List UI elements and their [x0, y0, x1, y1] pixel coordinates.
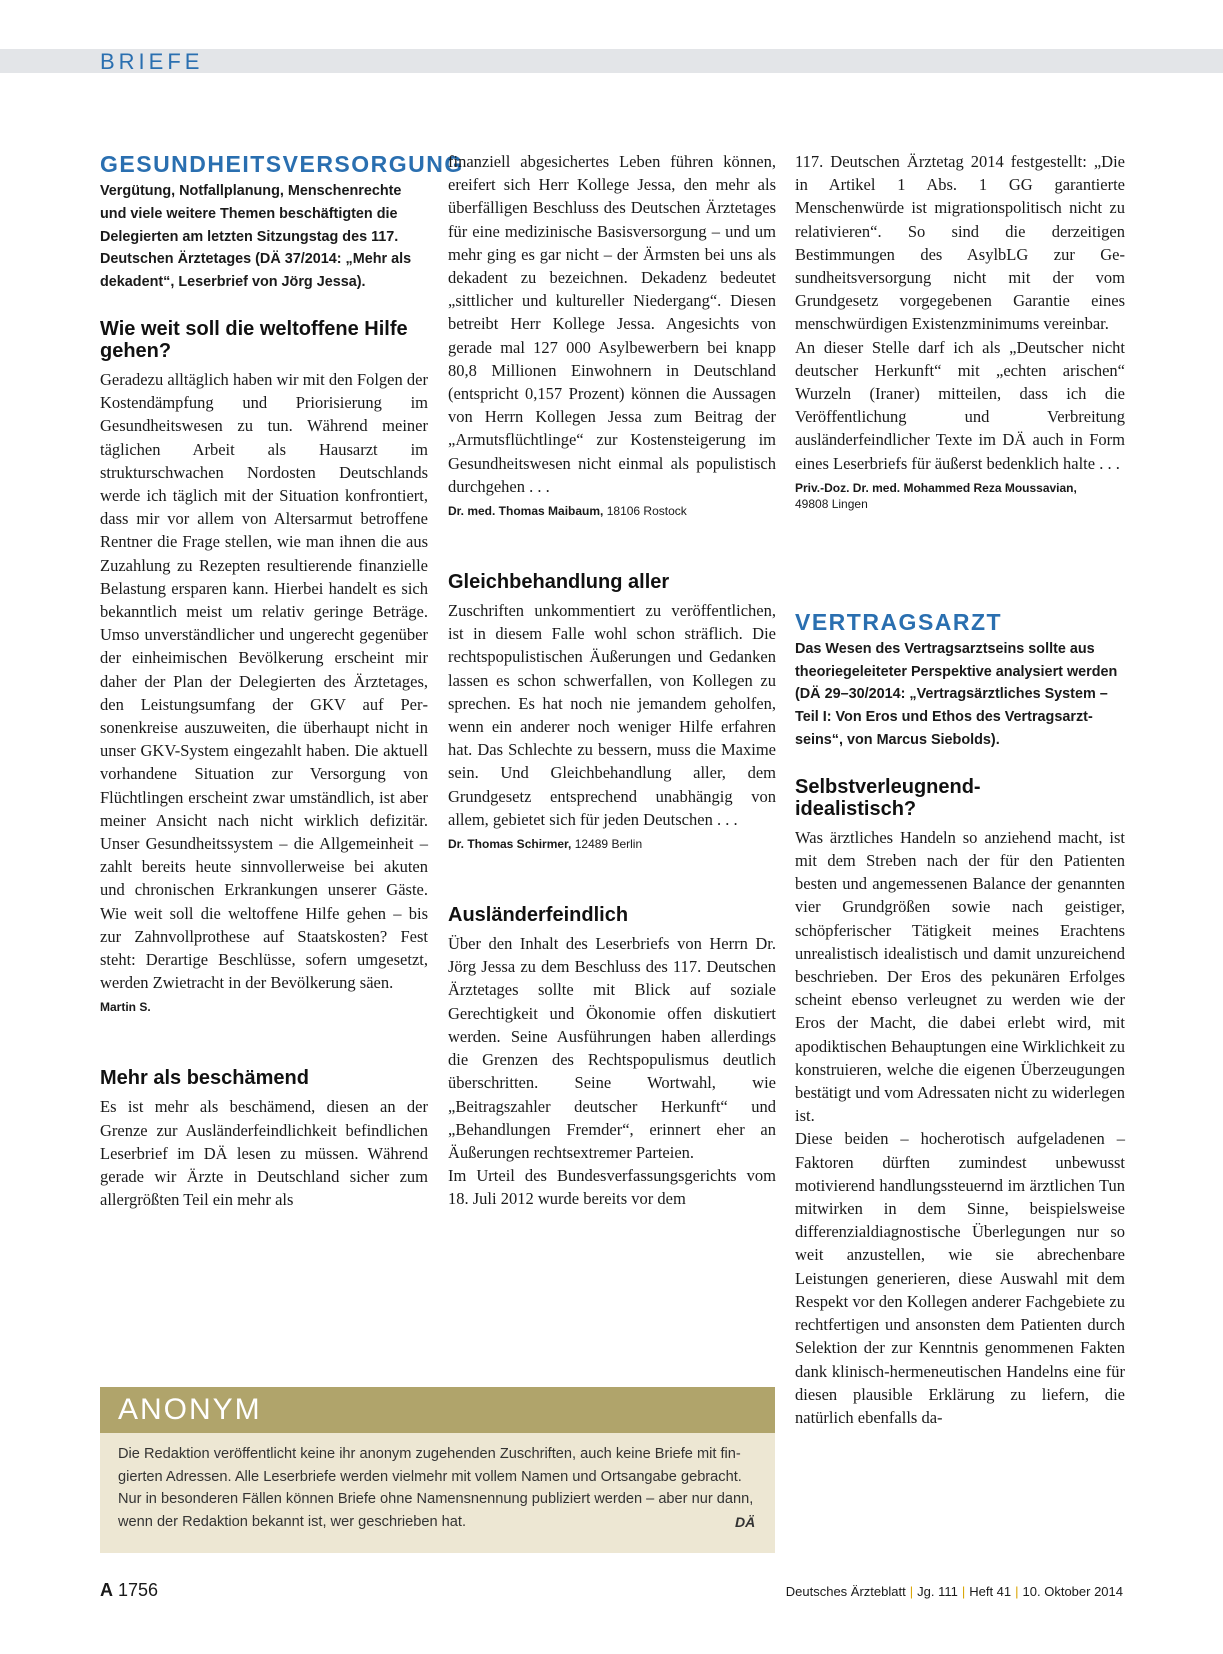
letter-headline: Ausländerfeindlich: [448, 904, 629, 927]
anonym-sign: DÄ: [735, 1514, 756, 1530]
letter-headline: Wie weit soll die weltoffene Hilfe gehen?: [100, 317, 408, 362]
section-intro: Vergütung, Notfallplanung, Menschenrechte und viele weitere Themen beschäftigten die Delegierten am letzten Sitzungstag des 117. Deutschen Ärztetages (DÄ 37/2014: „Mehr als dekadent“, Leserbrief von Jörg Jessa).: [100, 183, 412, 291]
letter-text: Über den Inhalt des Leserbriefs von Herrn Dr. Jörg Jessa zu dem Beschluss des 117. Deutschen Ärztetages sollte mit Blick auf soziale Gerechtigkeit und Ökonomie offen diskutiert werden. Seine Ausführungen haben allerdings die Grenzen des Rechtspopulismus deutlich überschritten. Seine Wortwahl, wie „Beitragszahler deutscher Herkunft“ und „Behandlungen Fremder“, erinnert eher an Äußerungen rechtsextremer Parteien.: [448, 934, 776, 1162]
anonym-title: ANONYM: [100, 1387, 775, 1433]
section-title-gesundheitsversorgung: GESUNDHEITSVERSORGUNG: [100, 151, 464, 177]
letter-headline: Mehr als beschämend: [100, 1067, 309, 1090]
letter-text: An dieser Stelle darf ich als „Deutscher nicht deutscher Herkunft“ mit „echten arischen“ Wurzeln (Iraner) mitteilen, dass ich die Veröffentlichung und Verbreitung ausländerfeindlicher Texte im DÄ auch in Form eines Leserbriefs für äußerst bedenklich halte . . .: [795, 337, 1125, 473]
letter-author: Dr. Thomas Schirmer, 12489 Berlin: [448, 837, 643, 852]
letter-author: Priv.-Doz. Dr. med. Mohammed Reza Moussavian, 49808 Lingen: [795, 480, 1077, 511]
letter-text: Diese beiden – hocherotisch aufgeladenen – Faktoren dürften zumindest unbewusst motivierend handlungssteuernd im ärztlichen Tun mitwirken in dem Sinne, beispielsweise differenzialdiagnostische Überlegungen nur so weit anzustellen, wie sie abrechenbare Leistungen generieren, diese Auswahl mit dem Respekt vor den Kollegen anderer Fachgebiete zu rechtfertigen und ansonsten dem Patienten durch Selektion der zur Kenntnis genommenen Fakten dank klinisch-hermeneutischen Handelns eine für diesen plausible Erklärung zu liefern, die natürlich ebenfalls da-: [795, 1129, 1125, 1427]
letter-text: Geradezu alltäglich haben wir mit den Folgen der Kostendämpfung und Priorisierung im Gesundheitswesen zu tun. Während meiner täglichen Arbeit als Hausarzt im strukturschwachen Nordosten Deutschlands werde ich täglich mit der Situation konfrontiert, dass mir vor allem von Altersarmut betroffene Rentner die Frage stellen, wie man ihnen die aus Zuzahlung zu Rezepten resultierende finanzielle Belastung ersparen kann. Hierbei handelt es sich bekanntlich meist um relativ geringe Beträge. Umso unverständlicher und ungerecht gegenüber der einheimischen Bevölkerung erscheint mir daher der Plan der Delegierten des Ärztetages, den Leistungsumfang der GKV auf Personenkreise auszuweiten, die überhaupt nicht in unser GKV-System eingezahlt haben. Die aktuell vorhandene Situation zur Versorgung von Flüchtlingen erscheint zwar umständlich, ist aber meiner Ansicht nach nicht wirklich defizitär. Unser Gesundheitssystem – die Allgemeinheit – zahlt bereits heute sinnvollerweise bei akuten und chronischen Erkrankungen unserer Gäste. Wie weit soll die weltoffene Hilfe gehen – bis zur Zahnvollprothese auf Staatskosten? Fest steht: Derartige Beschlüsse, sofern umgesetzt, werden Zwietracht in der Bevölkerung säen.: [100, 369, 428, 993]
letter-text: Es ist mehr als beschämend, diesen an der Grenze zur Ausländerfeindlichkeit befindlichen Leserbrief im DÄ lesen zu müssen. Während gerade wir Ärzte in Deutschland sicher zum allergrößten Teil ein mehr als: [100, 1097, 428, 1210]
column-1: [100, 150, 464, 1211]
letter-author: Martin S.: [100, 1000, 151, 1015]
page-number: A 1756: [100, 1580, 159, 1600]
letter-text: Was ärztliches Handeln so anziehend macht, ist mit dem Streben nach der für den Patienten besten und angemessenen Balance der genannten vier Grundgrößen sowie nach geistiger, schöpferischer Tätigkeit meines Erachtens unrealistisch idealistisch und damit unzureichend beschrieben. Der Eros des pekunären Erfolges scheint ebenso verleugnet zu werden wie der Eros der Macht, die dabei erlebt wird, mit apodiktischen Behauptungen eine Wirklichkeit zu konstruieren, welche die eigenen Überzeugungen bestätigt und vom Adressaten nicht zu widerlegen ist.: [795, 827, 1125, 1126]
letter-headline: Selbstverleugnend-idealistisch?: [795, 775, 981, 820]
section-intro: Das Wesen des Vertragsarztseins sollte aus theoriegeleiteter Perspektive analysiert werden (DÄ 29–30/2014: „Vertragsärztliches System – Teil I: Von Eros und Ethos des Vertragsarztseins“, von Marcus Siebolds).: [795, 640, 1118, 749]
letter-author: Dr. med. Thomas Maibaum, 18106 Rostock: [448, 504, 687, 519]
journal-info: Deutsches Ärzteblatt | Jg. 111 | Heft 41 | 10. Oktober 2014: [785, 1584, 1123, 1599]
column-2: [448, 150, 776, 1211]
letter-text-continued: finanziell abgesichertes Leben führen können, ereifert sich Herr Kollege Jessa, den mehr als überfälligen Beschluss des Deutschen Ärztetages für eine medizinische Basisversorgung – und um mehr ging es gar nicht – der Ärmsten bei uns als dekadent zu bezeichnen. Dekadenz bedeutet „sittlicher und kultureller Niedergang“. Diesen betreibt Herr Kollege Jessa. Angesichts von gerade mal 127 000 Asylbewerbern bei knapp 80,8 Millionen Einwohnern in Deutschland (entspricht 0,157 Prozent) können die Aussagen von Herrn Kollegen Jessa zum Beitrag der „Armutsflüchtlinge“ zur Kostensteigerung im Gesundheitswesen nicht einmal als populistisch durchgehen . . .: [448, 152, 776, 496]
letter-headline: Gleichbehandlung aller: [448, 571, 670, 594]
letter-text-continued: 117. Deutschen Ärztetag 2014 festgestellt: „Die in Artikel 1 Abs. 1 GG garantierte Menschenwürde ist migrationspolitisch nicht zu relativieren“. So sind die derzeitigen Bestimmungen des AsylbLG zur Gesundheitsversorgung nicht mit der vom Grundgesetz vorgegebenen Garantie eines menschwürdigen Existenzminimums vereinbar.: [795, 152, 1125, 334]
letter-text: Zuschriften unkommentiert zu veröffentlichen, ist in diesem Falle wohl schon sträflich. Die rechtspopulistischen Äußerungen und Gedanken lassen es schon schwerfallen, von Kollegen zu sprechen. Es hat noch nie jemandem geholfen, wenn ein anderer noch weniger Hilfe erfahren hat. Das Schlechte zu bessern, muss die Maxime sein. Und Gleichbehandlung aller, dem Grundgesetz entsprechend unabhängig von allem, gebietet sich für jeden Deutschen . . .: [448, 601, 776, 829]
section-header: BRIEFE: [100, 49, 204, 74]
section-title-vertragsarzt: VERTRAGSARZT: [795, 608, 1003, 635]
anonym-info-box: [100, 1387, 775, 1553]
letter-text: Im Urteil des Bundesverfassungsgerichts vom 18. Juli 2012 wurde bereits vor dem: [448, 1166, 776, 1209]
column-3: [795, 150, 1125, 1429]
anonym-text: Die Redaktion veröffentlicht keine ihr anonym zugehenden Zuschriften, auch keine Briefe mit fingierten Adressen. Alle Leserbriefe werden vielmehr mit vollem Namen und Ortsangabe gebracht. Nur in besonderen Fällen können Briefe ohne Namensnennung publiziert werden – aber nur dann, wenn der Redaktion bekannt ist, wer geschrieben hat.: [118, 1446, 754, 1530]
